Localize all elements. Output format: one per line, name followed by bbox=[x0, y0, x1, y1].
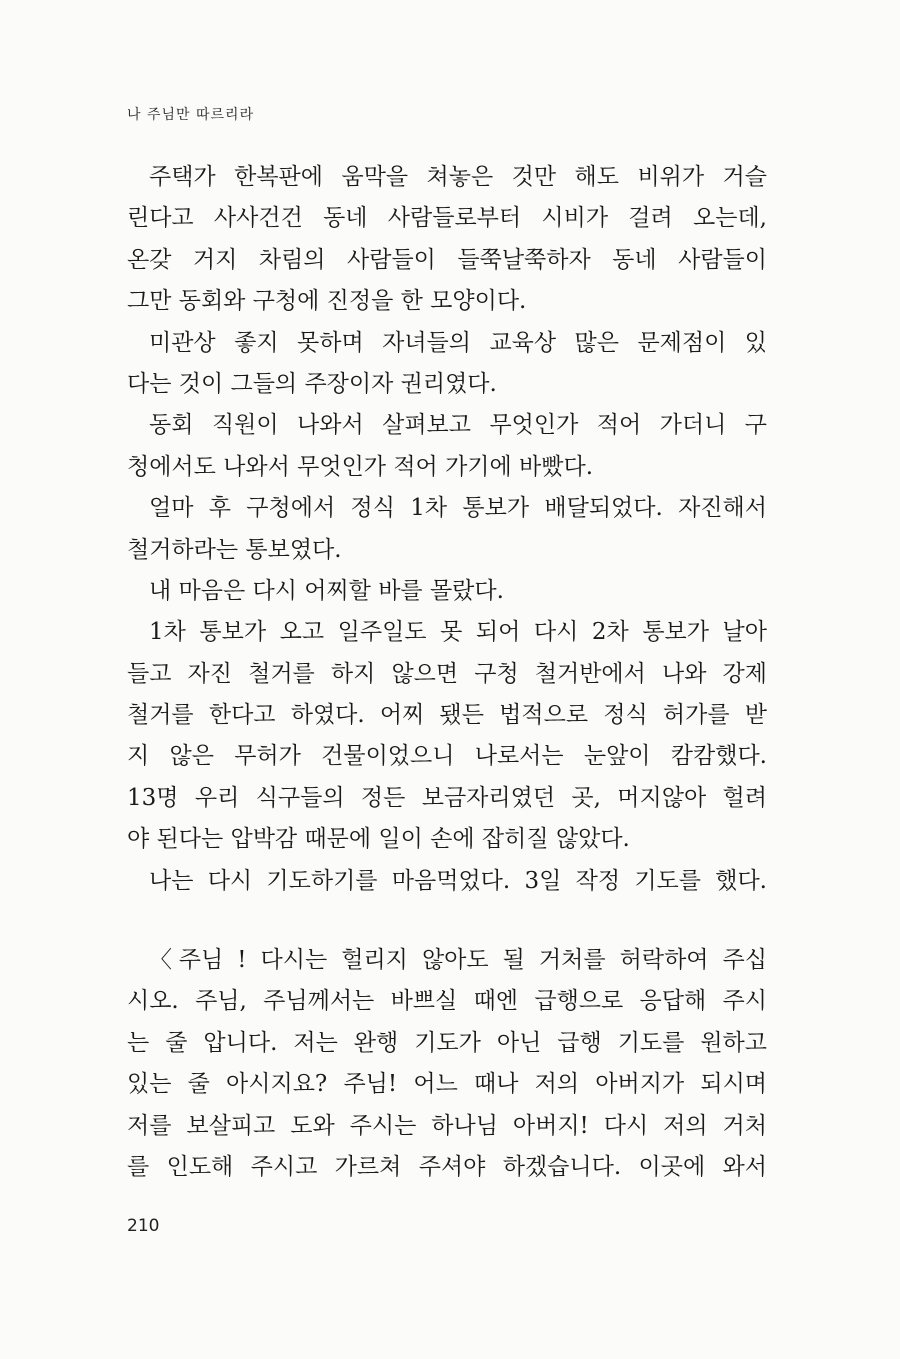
prayer-line: 저를 보살피고 도와 주시는 하나님 아버지! 다시 저의 거처 bbox=[127, 1112, 767, 1139]
text-line: 청에서도 나와서 무엇인가 적어 가기에 바빴다. bbox=[127, 453, 594, 480]
text-line: 주택가 한복판에 움막을 쳐놓은 것만 해도 비위가 거슬 bbox=[149, 164, 767, 190]
text-line: 나는 다시 기도하기를 마음먹었다. 3일 작정 기도를 했다. bbox=[149, 867, 767, 894]
text-line: 린다고 사사건건 동네 사람들로부터 시비가 걸려 오는데, bbox=[127, 205, 767, 232]
prayer-line: 시오. 주님, 주님께서는 바쁘실 때엔 급행으로 응답해 주시 bbox=[127, 988, 767, 1015]
page-number: 210 bbox=[127, 1216, 160, 1236]
text-line: 동회 직원이 나와서 살펴보고 무엇인가 적어 가더니 구 bbox=[149, 412, 767, 439]
text-line: 온갖 거지 차림의 사람들이 들쭉날쭉하자 동네 사람들이 bbox=[127, 246, 767, 273]
running-header: 나 주님만 따르리라 bbox=[127, 107, 255, 123]
text-line: 야 된다는 압박감 때문에 일이 손에 잡히질 않았다. bbox=[127, 826, 630, 853]
text-line: 다는 것이 그들의 주장이자 권리였다. bbox=[127, 370, 497, 397]
prayer-line: 있는 줄 아시지요? 주님! 어느 때나 저의 아버지가 되시며 bbox=[127, 1071, 767, 1098]
text-line: 1차 통보가 오고 일주일도 못 되어 다시 2차 통보가 날아 bbox=[149, 619, 767, 646]
text-line: 철거를 한다고 하였다. 어찌 됐든 법적으로 정식 허가를 받 bbox=[127, 702, 767, 729]
text-line: 얼마 후 구청에서 정식 1차 통보가 배달되었다. 자진해서 bbox=[149, 495, 767, 522]
prayer-block bbox=[127, 940, 767, 1188]
text-line: 지 않은 무허가 건물이었으니 나로서는 눈앞이 캄캄했다. bbox=[127, 743, 767, 770]
prayer-line: 는 줄 압니다. 저는 완행 기도가 아닌 급행 기도를 원하고 bbox=[127, 1029, 767, 1056]
prayer-line: 〈주님 ! 다시는 헐리지 않아도 될 거처를 허락하여 주십 bbox=[149, 947, 767, 973]
text-line: 내 마음은 다시 어찌할 바를 몰랐다. bbox=[149, 577, 504, 604]
text-line: 미관상 좋지 못하며 자녀들의 교육상 많은 문제점이 있 bbox=[149, 329, 767, 356]
prayer-line: 를 인도해 주시고 가르쳐 주셔야 하겠습니다. 이곳에 와서 bbox=[127, 1153, 767, 1180]
text-line: 그만 동회와 구청에 진정을 한 모양이다. bbox=[127, 288, 527, 315]
text-line: 13명 우리 식구들의 정든 보금자리였던 곳, 머지않아 헐려 bbox=[127, 784, 767, 811]
text-line: 들고 자진 철거를 하지 않으면 구청 철거반에서 나와 강제 bbox=[127, 660, 767, 687]
body-text bbox=[127, 157, 767, 902]
text-line: 철거하라는 통보였다. bbox=[127, 536, 342, 563]
